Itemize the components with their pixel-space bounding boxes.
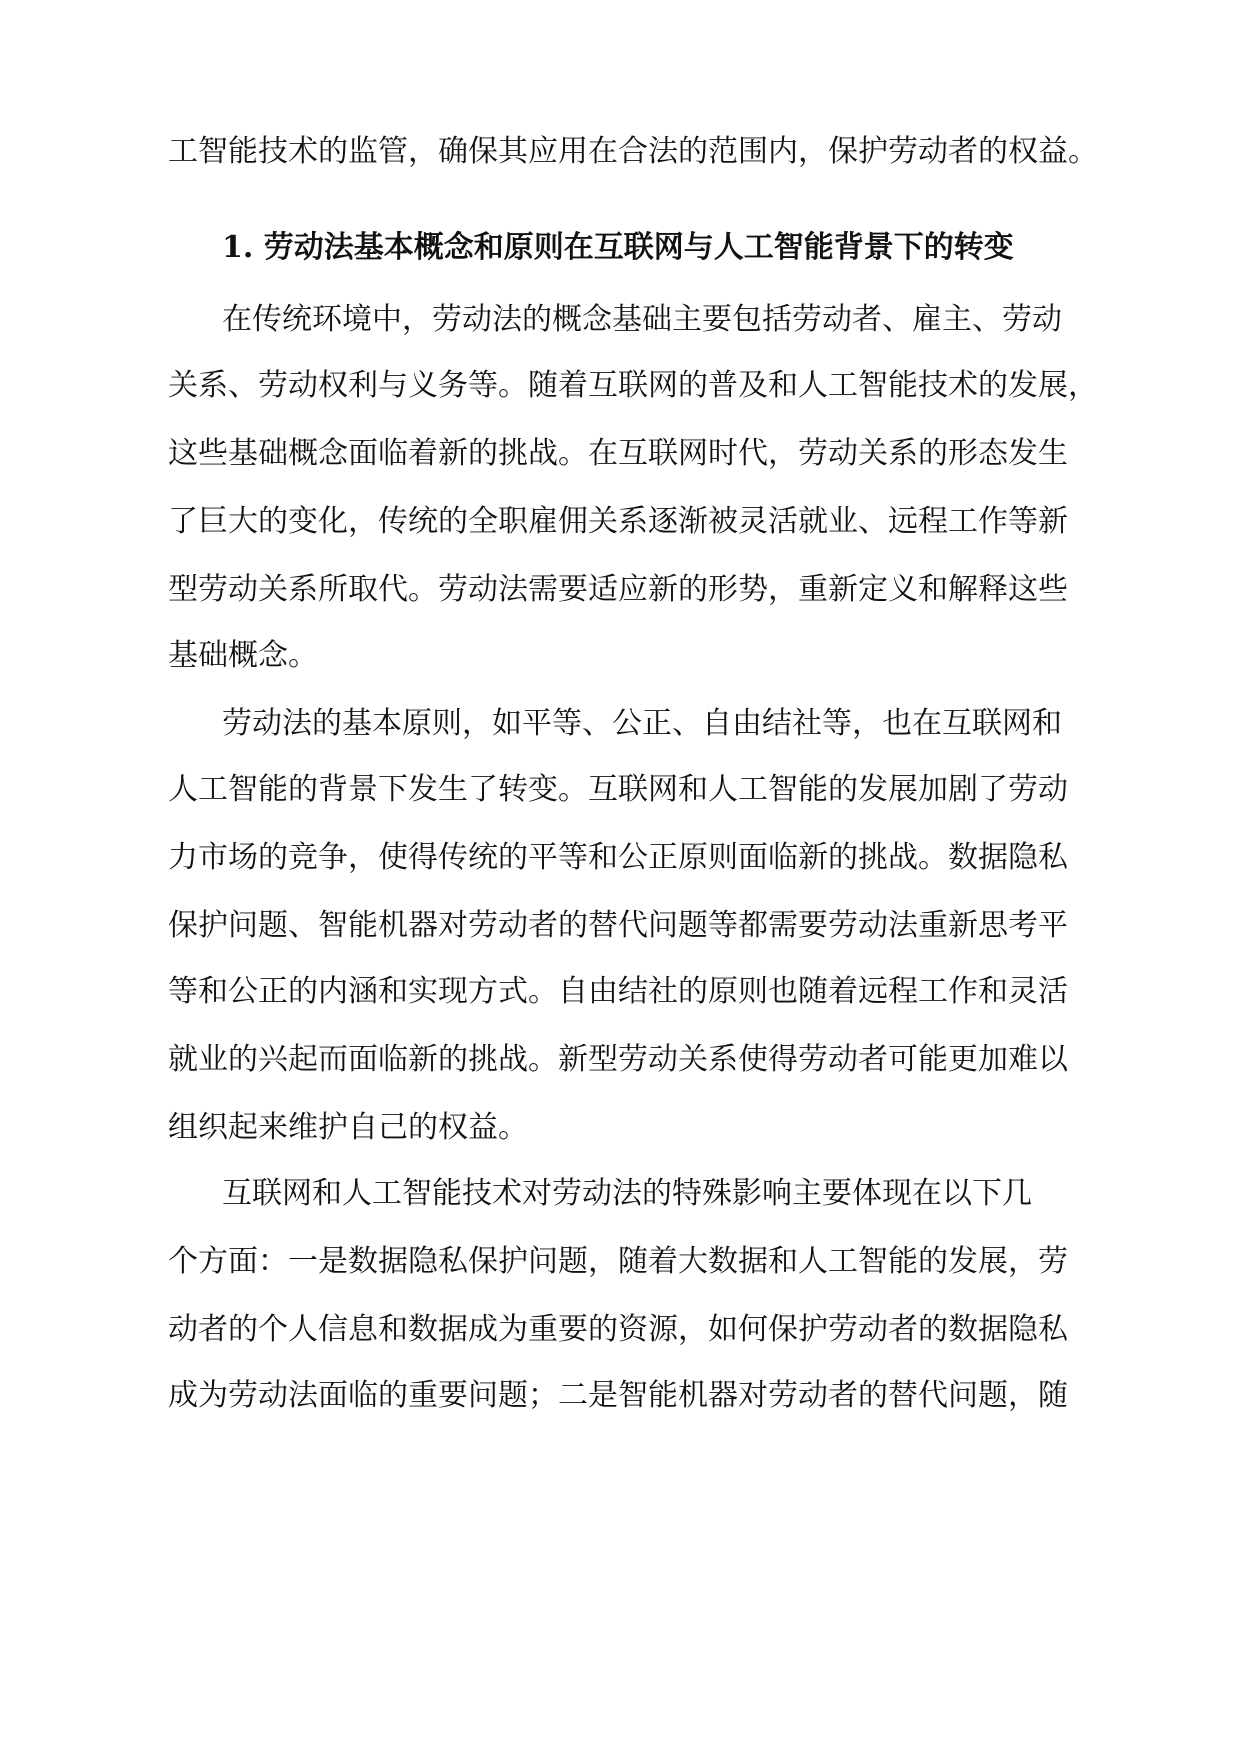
text-line — [0, 300, 1241, 340]
paragraph-line: 劳动法的基本原则，如平等、公正、自由结社等，也在互联网和 — [222, 706, 1062, 741]
paragraph-line: 保护问题、智能机器对劳动者的替代问题等都需要劳动法重新思考平 — [168, 908, 1068, 943]
text-line — [0, 132, 1241, 172]
paragraph-line: 组织起来维护自己的权益。 — [168, 1110, 528, 1145]
section-heading: 1. 劳动法基本概念和原则在互联网与人工智能背景下的转变 — [222, 230, 1014, 265]
text-line — [0, 1174, 1241, 1214]
text-line — [0, 1376, 1241, 1416]
text-line — [0, 1310, 1241, 1350]
text-line — [0, 972, 1241, 1012]
text-line — [0, 636, 1241, 676]
text-line — [0, 906, 1241, 946]
paragraph-continuation: 工智能技术的监管，确保其应用在合法的范围内，保护劳动者的权益。 — [168, 134, 1098, 169]
paragraph-line: 关系、劳动权利与义务等。随着互联网的普及和人工智能技术的发展， — [168, 368, 1098, 403]
paragraph-line: 互联网和人工智能技术对劳动法的特殊影响主要体现在以下几 — [222, 1176, 1032, 1211]
paragraph-line: 这些基础概念面临着新的挑战。在互联网时代，劳动关系的形态发生 — [168, 436, 1068, 471]
paragraph-line: 基础概念。 — [168, 638, 318, 673]
paragraph-line: 等和公正的内涵和实现方式。自由结社的原则也随着远程工作和灵活 — [168, 974, 1068, 1009]
text-line — [0, 502, 1241, 542]
text-line — [0, 770, 1241, 810]
paragraph-line: 就业的兴起而面临新的挑战。新型劳动关系使得劳动者可能更加难以 — [168, 1042, 1068, 1077]
paragraph-line: 在传统环境中，劳动法的概念基础主要包括劳动者、雇主、劳动 — [222, 302, 1062, 337]
text-line — [0, 1108, 1241, 1148]
paragraph-line: 成为劳动法面临的重要问题；二是智能机器对劳动者的替代问题，随 — [168, 1378, 1068, 1413]
text-line — [0, 570, 1241, 610]
paragraph-line: 了巨大的变化，传统的全职雇佣关系逐渐被灵活就业、远程工作等新 — [168, 504, 1068, 539]
text-line — [0, 1040, 1241, 1080]
text-line — [0, 838, 1241, 878]
text-line — [0, 704, 1241, 744]
section-heading-row — [0, 228, 1241, 268]
text-line — [0, 434, 1241, 474]
text-line — [0, 1242, 1241, 1282]
paragraph-line: 动者的个人信息和数据成为重要的资源，如何保护劳动者的数据隐私 — [168, 1312, 1068, 1347]
text-line — [0, 366, 1241, 406]
paragraph-line: 人工智能的背景下发生了转变。互联网和人工智能的发展加剧了劳动 — [168, 772, 1068, 807]
paragraph-line: 型劳动关系所取代。劳动法需要适应新的形势，重新定义和解释这些 — [168, 572, 1068, 607]
paragraph-line: 力市场的竞争，使得传统的平等和公正原则面临新的挑战。数据隐私 — [168, 840, 1068, 875]
paragraph-line: 个方面：一是数据隐私保护问题，随着大数据和人工智能的发展，劳 — [168, 1244, 1068, 1279]
